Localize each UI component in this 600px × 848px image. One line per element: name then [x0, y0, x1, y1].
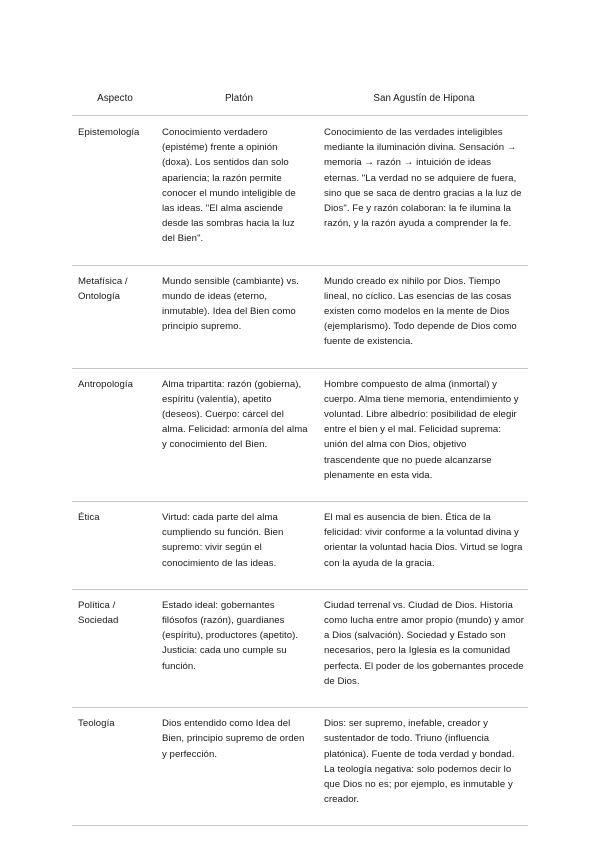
table-row: [72, 502, 528, 590]
table-row: [72, 708, 528, 826]
row-agustin: El mal es ausencia de bien. Ética de la felicidad: vivir conforme a la voluntad divina y orientar la voluntad hacia Dios. Virtud se logra con la ayuda de la gracia.: [320, 502, 528, 590]
row-aspect: Ética: [72, 502, 158, 590]
row-aspect: Epistemología: [72, 116, 158, 266]
header-aspect: Aspecto: [72, 92, 158, 116]
table-row: [72, 116, 528, 266]
row-agustin: Conocimiento de las verdades inteligibles mediante la iluminación divina. Sensación → memoria → razón → intuición de ideas eternas. "La verdad no se adquiere de fuera, sino que se saca de dentro gracias a la luz de Dios". Fe y razón colaboran: la fe ilumina la razón, y la razón ayuda a comprender la fe.: [320, 116, 528, 266]
table-row: [72, 265, 528, 368]
row-agustin: Hombre compuesto de alma (inmortal) y cuerpo. Alma tiene memoria, entendimiento y voluntad. Libre albedrío: posibilidad de elegir entre el bien y el mal. Felicidad suprema: unión del alma con Dios, objetivo trascendente que no puede alcanzarse plenamente en esta vida.: [320, 368, 528, 501]
row-plato: Mundo sensible (cambiante) vs. mundo de ideas (eterno, inmutable). Idea del Bien como principio supremo.: [158, 265, 320, 368]
row-plato: Alma tripartita: razón (gobierna), espíritu (valentía), apetito (deseos). Cuerpo: cárcel del alma. Felicidad: armonía del alma y conocimiento del Bien.: [158, 368, 320, 501]
table-header-row: [72, 92, 528, 116]
row-aspect: Antropología: [72, 368, 158, 501]
header-plato: Platón: [158, 92, 320, 116]
row-aspect: Teología: [72, 708, 158, 826]
row-plato: Conocimiento verdadero (epistéme) frente a opinión (doxa). Los sentidos dan solo apariencia; la razón permite conocer el mundo inteligible de las ideas. "El alma asciende desde las sombras hacia la luz del Bien".: [158, 116, 320, 266]
row-plato: Virtud: cada parte del alma cumpliendo su función. Bien supremo: vivir según el conocimiento de las ideas.: [158, 502, 320, 590]
table-row: [72, 589, 528, 707]
row-plato: Estado ideal: gobernantes filósofos (razón), guardianes (espíritu), productores (apetito). Justicia: cada uno cumple su función.: [158, 589, 320, 707]
row-agustin: Mundo creado ex nihilo por Dios. Tiempo lineal, no cíclico. Las esencias de las cosas existen como modelos en la mente de Dios (ejemplarismo). Todo depende de Dios como fuente de existencia.: [320, 265, 528, 368]
row-plato: Dios entendido como Idea del Bien, principio supremo de orden y perfección.: [158, 708, 320, 826]
document-page: [72, 92, 528, 826]
row-agustin: Ciudad terrenal vs. Ciudad de Dios. Historia como lucha entre amor propio (mundo) y amor a Dios (salvación). Sociedad y Estado son necesarios, pero la Iglesia es la comunidad perfecta. El poder de los gobernantes procede de Dios.: [320, 589, 528, 707]
row-aspect: Metafísica / Ontología: [72, 265, 158, 368]
comparison-table: [72, 92, 528, 826]
row-aspect: Política / Sociedad: [72, 589, 158, 707]
row-agustin: Dios: ser supremo, inefable, creador y sustentador de todo. Triuno (influencia platónica). Fuente de toda verdad y bondad. La teología negativa: solo podemos decir lo que Dios no es; por ejemplo, es inmutable y creador.: [320, 708, 528, 826]
header-agustin: San Agustín de Hipona: [320, 92, 528, 116]
table-row: [72, 368, 528, 501]
